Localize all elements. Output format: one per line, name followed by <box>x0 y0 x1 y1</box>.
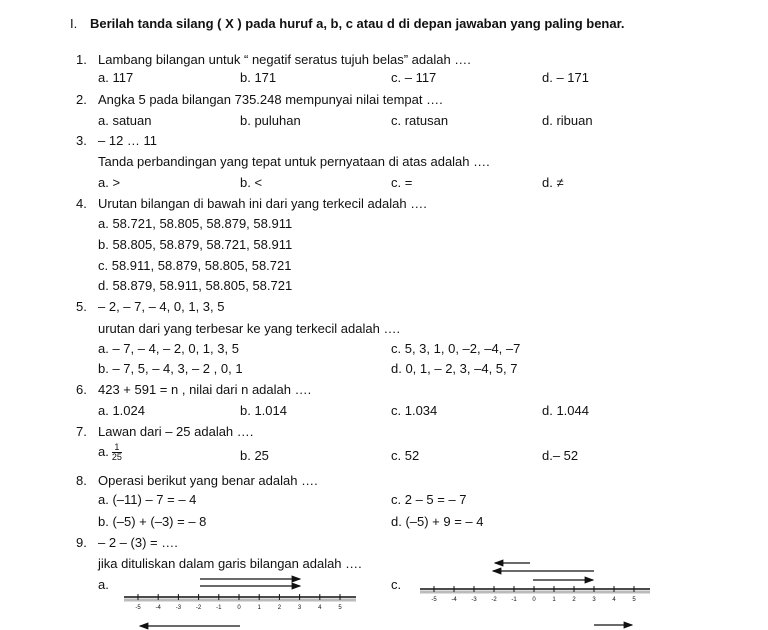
option-a[interactable]: a. 117 <box>98 70 134 85</box>
question-number: 6. <box>76 382 87 397</box>
tick-label: 1 <box>257 605 261 611</box>
option-b[interactable]: b. 58.805, 58.879, 58.721, 58.911 <box>98 237 293 252</box>
option-c[interactable]: c. 52 <box>391 448 420 463</box>
question-text: Lawan dari – 25 adalah …. <box>98 424 254 439</box>
option-b[interactable]: b. 1.014 <box>240 403 287 418</box>
option-a[interactable]: a. – 7, – 4, – 2, 0, 1, 3, 5 <box>98 341 239 356</box>
option-b[interactable]: b. < <box>240 175 263 190</box>
tick-label: 2 <box>572 597 576 603</box>
tick-label: -5 <box>135 605 141 611</box>
option-a-prefix: a. <box>98 443 109 459</box>
tick-label: 5 <box>632 597 636 603</box>
option-a[interactable]: a. <box>98 577 109 592</box>
question-number: 3. <box>76 133 87 148</box>
fraction-denominator: 25 <box>111 452 122 462</box>
option-d[interactable]: d.– 52 <box>542 448 579 463</box>
option-c[interactable]: c. – 117 <box>391 70 437 85</box>
question-number: 9. <box>76 535 87 550</box>
option-c[interactable]: c. 1.034 <box>391 403 438 418</box>
option-c[interactable]: c. 5, 3, 1, 0, –2, –4, –7 <box>391 341 521 356</box>
question-text: 423 + 591 = n , nilai dari n adalah …. <box>98 382 312 397</box>
question-text: Angka 5 pada bilangan 735.248 mempunyai nilai tempat …. <box>98 92 443 107</box>
tick-label: -3 <box>471 597 477 603</box>
question-statement: – 2 – (3) = …. <box>98 535 178 550</box>
option-b[interactable]: b. 25 <box>240 448 269 463</box>
fraction-numerator: 1 <box>112 443 122 453</box>
option-d[interactable]: d. ribuan <box>542 113 593 128</box>
question-number: 2. <box>76 92 87 107</box>
option-a[interactable]: a. (–11) – 7 = – 4 <box>98 492 197 507</box>
tick-label: 0 <box>237 605 241 611</box>
question-statement: – 2, – 7, – 4, 0, 1, 3, 5 <box>98 299 225 314</box>
tick-label: -4 <box>451 597 457 603</box>
tick-label: -4 <box>155 605 161 611</box>
option-a[interactable]: a. > <box>98 175 121 190</box>
question-number: 4. <box>76 196 87 211</box>
tick-label: -3 <box>175 605 182 611</box>
option-b[interactable]: b. puluhan <box>240 113 301 128</box>
tick-label: 3 <box>297 605 302 611</box>
question-text: urutan dari yang terbesar ke yang terkecil adalah …. <box>98 321 401 336</box>
question-number: 1. <box>76 52 87 67</box>
tick-label: 3 <box>592 597 596 603</box>
tick-label: -1 <box>216 605 222 611</box>
option-a[interactable]: a. satuan <box>98 113 152 128</box>
tick-label: 0 <box>532 597 536 603</box>
question-text: jika dituliskan dalam garis bilangan adalah …. <box>98 556 362 571</box>
option-a[interactable]: a. 58.721, 58.805, 58.879, 58.911 <box>98 216 293 231</box>
tick-label: 5 <box>338 605 342 611</box>
option-b[interactable]: b. – 7, 5, – 4, 3, – 2 , 0, 1 <box>98 361 243 376</box>
tick-label: -1 <box>511 597 517 603</box>
tick-label: -2 <box>491 597 497 603</box>
question-text: Tanda perbandingan yang tepat untuk pernyataan di atas adalah …. <box>98 154 490 169</box>
tick-label: 2 <box>277 605 282 611</box>
option-d[interactable]: d. 0, 1, – 2, 3, –4, 5, 7 <box>391 361 518 376</box>
tick-label: 4 <box>318 605 322 611</box>
section-instruction: Berilah tanda silang ( X ) pada huruf a, b, c atau d di depan jawaban yang paling benar. <box>90 16 625 31</box>
tick-label: -5 <box>431 597 437 603</box>
tick-label: 4 <box>612 597 616 603</box>
question-statement: – 12 … 11 <box>98 133 158 148</box>
option-d[interactable]: d. 1.044 <box>542 403 589 418</box>
question-text: Operasi berikut yang benar adalah …. <box>98 473 318 488</box>
tick-label: -2 <box>195 605 202 611</box>
option-c[interactable]: c. ratusan <box>391 113 449 128</box>
question-text: Lambang bilangan untuk “ negatif seratus tujuh belas” adalah …. <box>98 52 471 67</box>
option-b[interactable]: b. (–5) + (–3) = – 8 <box>98 514 207 529</box>
option-d[interactable]: d. ≠ <box>542 175 564 190</box>
option-d[interactable]: d. (–5) + 9 = – 4 <box>391 514 484 529</box>
option-a[interactable]: a. 1.024 <box>98 403 145 418</box>
question-number: 5. <box>76 299 87 314</box>
question-number: 7. <box>76 424 87 439</box>
question-text: Urutan bilangan di bawah ini dari yang terkecil adalah …. <box>98 196 427 211</box>
option-d[interactable]: d. – 171 <box>542 70 589 85</box>
option-c[interactable]: c. 58.911, 58.879, 58.805, 58.721 <box>98 258 292 273</box>
section-number: I. <box>70 16 78 31</box>
option-b[interactable]: b. 171 <box>240 70 277 85</box>
option-c[interactable]: c. <box>391 577 402 592</box>
question-number: 8. <box>76 473 87 488</box>
tick-label: 1 <box>552 597 556 603</box>
fraction <box>112 443 122 462</box>
option-d[interactable]: d. 58.879, 58.911, 58.805, 58.721 <box>98 278 293 293</box>
option-c[interactable]: c. = <box>391 175 413 190</box>
option-a[interactable] <box>98 443 122 462</box>
option-c[interactable]: c. 2 – 5 = – 7 <box>391 492 467 507</box>
